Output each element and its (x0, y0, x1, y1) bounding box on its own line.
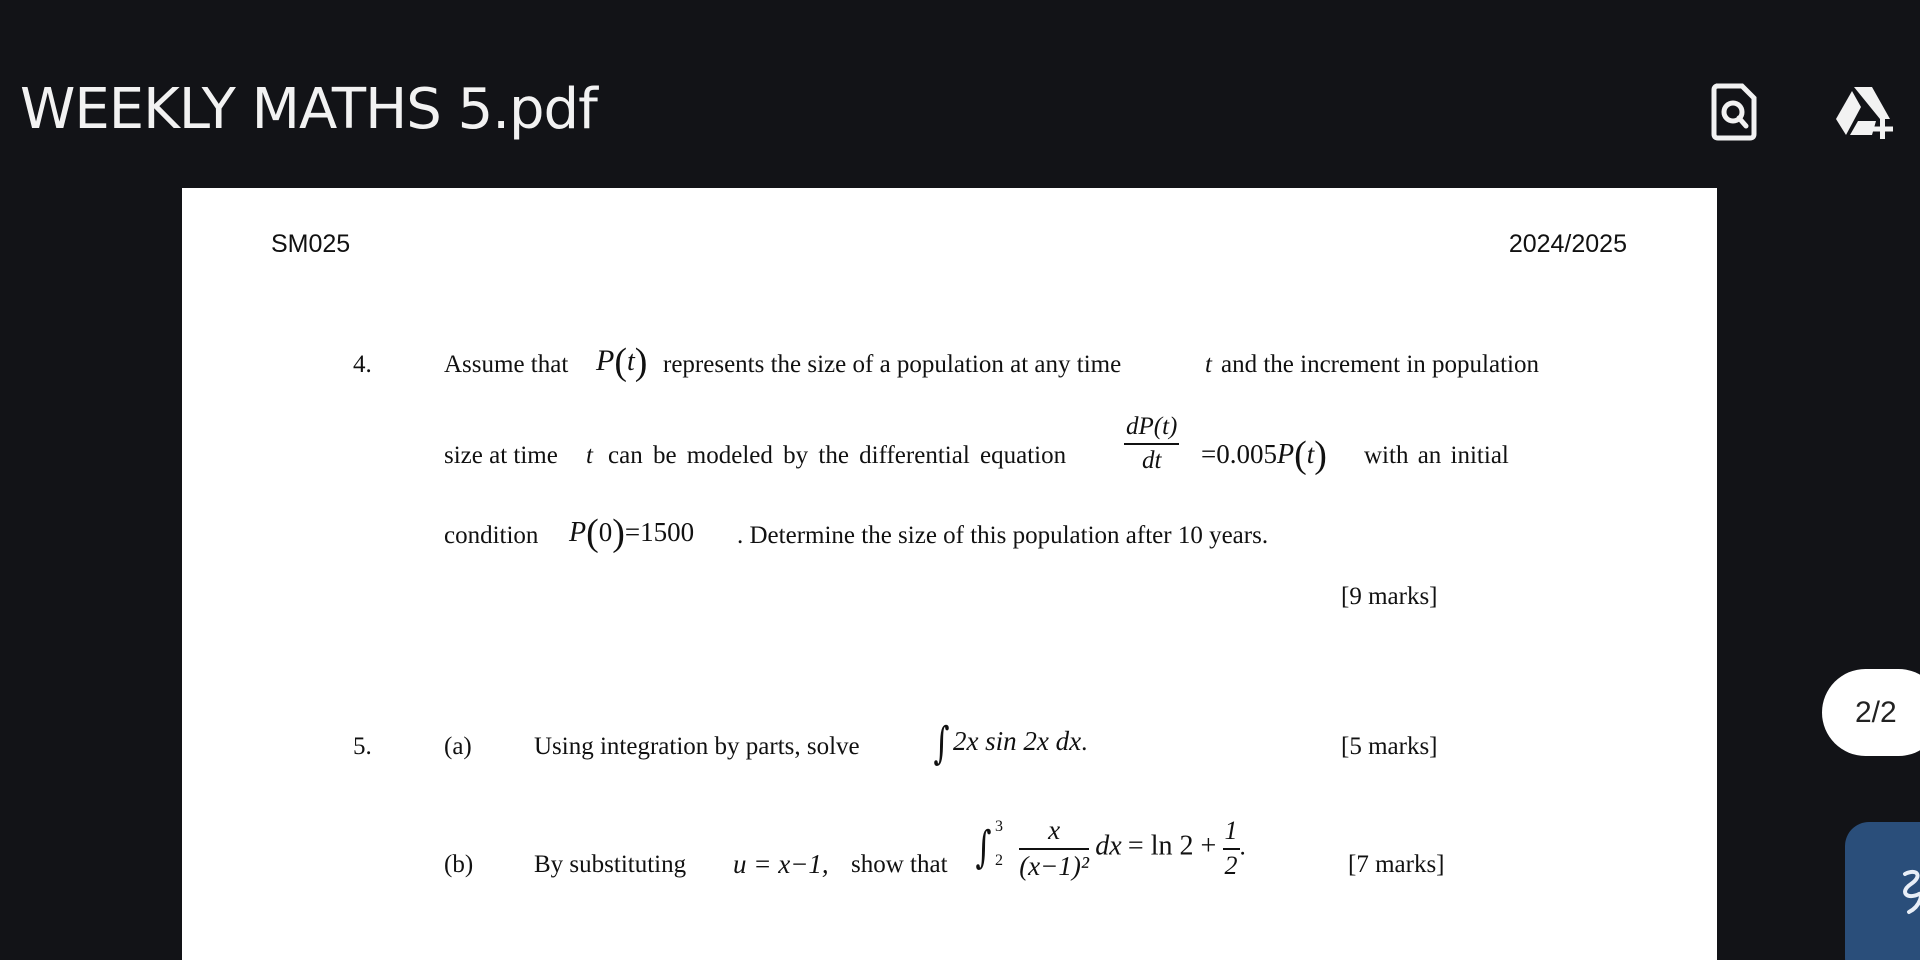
q5b-label: (b) (444, 851, 474, 878)
add-to-drive-button[interactable] (1830, 80, 1900, 144)
q5b-text: By substituting (534, 851, 687, 878)
q4-line-1 (444, 336, 1704, 396)
q4-line-3 (444, 506, 1524, 566)
q5b-integral: ∫ 3 2 $\frac{x}{\text{(x−1)²}}$ dx = ln 2 + $\frac{1}{2}$ . (975, 815, 1246, 881)
q4-line1-b: represents the size of a population at any time (663, 351, 1122, 378)
q4-P-of-t: P(t) (596, 341, 648, 383)
q4-line2-b: can be modeled by the differential equation (608, 442, 1067, 469)
annotate-fab-button[interactable] (1845, 822, 1920, 960)
find-in-page-icon (1710, 82, 1758, 142)
q4-line1-c: and the increment in population (1221, 351, 1539, 378)
page-counter (1822, 669, 1920, 756)
find-in-page-button[interactable] (1706, 80, 1762, 144)
q5b-marks: [7 marks] (1348, 851, 1445, 878)
q4-rhs: =0.005P(t) (1201, 434, 1327, 476)
q5b-half: $\frac{1}{2}$ (1224, 816, 1238, 880)
pdf-page (182, 188, 1717, 960)
document-title: WEEKLY MATHS 5.pdf (20, 77, 597, 142)
q5b-substitution: u = x−1, (733, 849, 829, 879)
q4-initial-condition: P(0)=1500 (569, 512, 695, 554)
q5-number: 5. (353, 733, 372, 760)
q4-line2-a: size at time (444, 442, 558, 469)
q5b-fraction: $\frac{x}{\text{(x−1)²}}$ (1019, 815, 1089, 881)
q4-marks: [9 marks] (1341, 583, 1438, 610)
q4-derivative-fraction: $\frac{dP(t)}{dt}$ (1126, 413, 1178, 474)
q4-line3-a: condition (444, 522, 539, 549)
add-to-drive-icon (1832, 83, 1898, 141)
q4-number: 4. (353, 351, 372, 378)
q4-line1-a: Assume that (444, 351, 569, 378)
q5a-marks: [5 marks] (1341, 733, 1438, 760)
q5b-show-that: show that (851, 851, 948, 878)
header-session: 2024/2025 (1508, 230, 1627, 258)
page-counter-text: 2/2 (1855, 695, 1897, 729)
q5a-label: (a) (444, 733, 472, 760)
q5a-text: Using integration by parts, solve (534, 733, 860, 760)
q4-line2-c: with an initial (1364, 442, 1509, 469)
draw-icon (1893, 866, 1920, 926)
q4-line2-t: t (586, 442, 593, 469)
q5a-integral: ∫ 2x sin 2x dx. (933, 718, 1088, 769)
header-course-code: SM025 (271, 230, 351, 258)
q4-line-2 (444, 413, 1524, 493)
q4-line1-t: t (1205, 351, 1212, 378)
q4-line3-b: . Determine the size of this population after 10 years. (737, 522, 1269, 549)
